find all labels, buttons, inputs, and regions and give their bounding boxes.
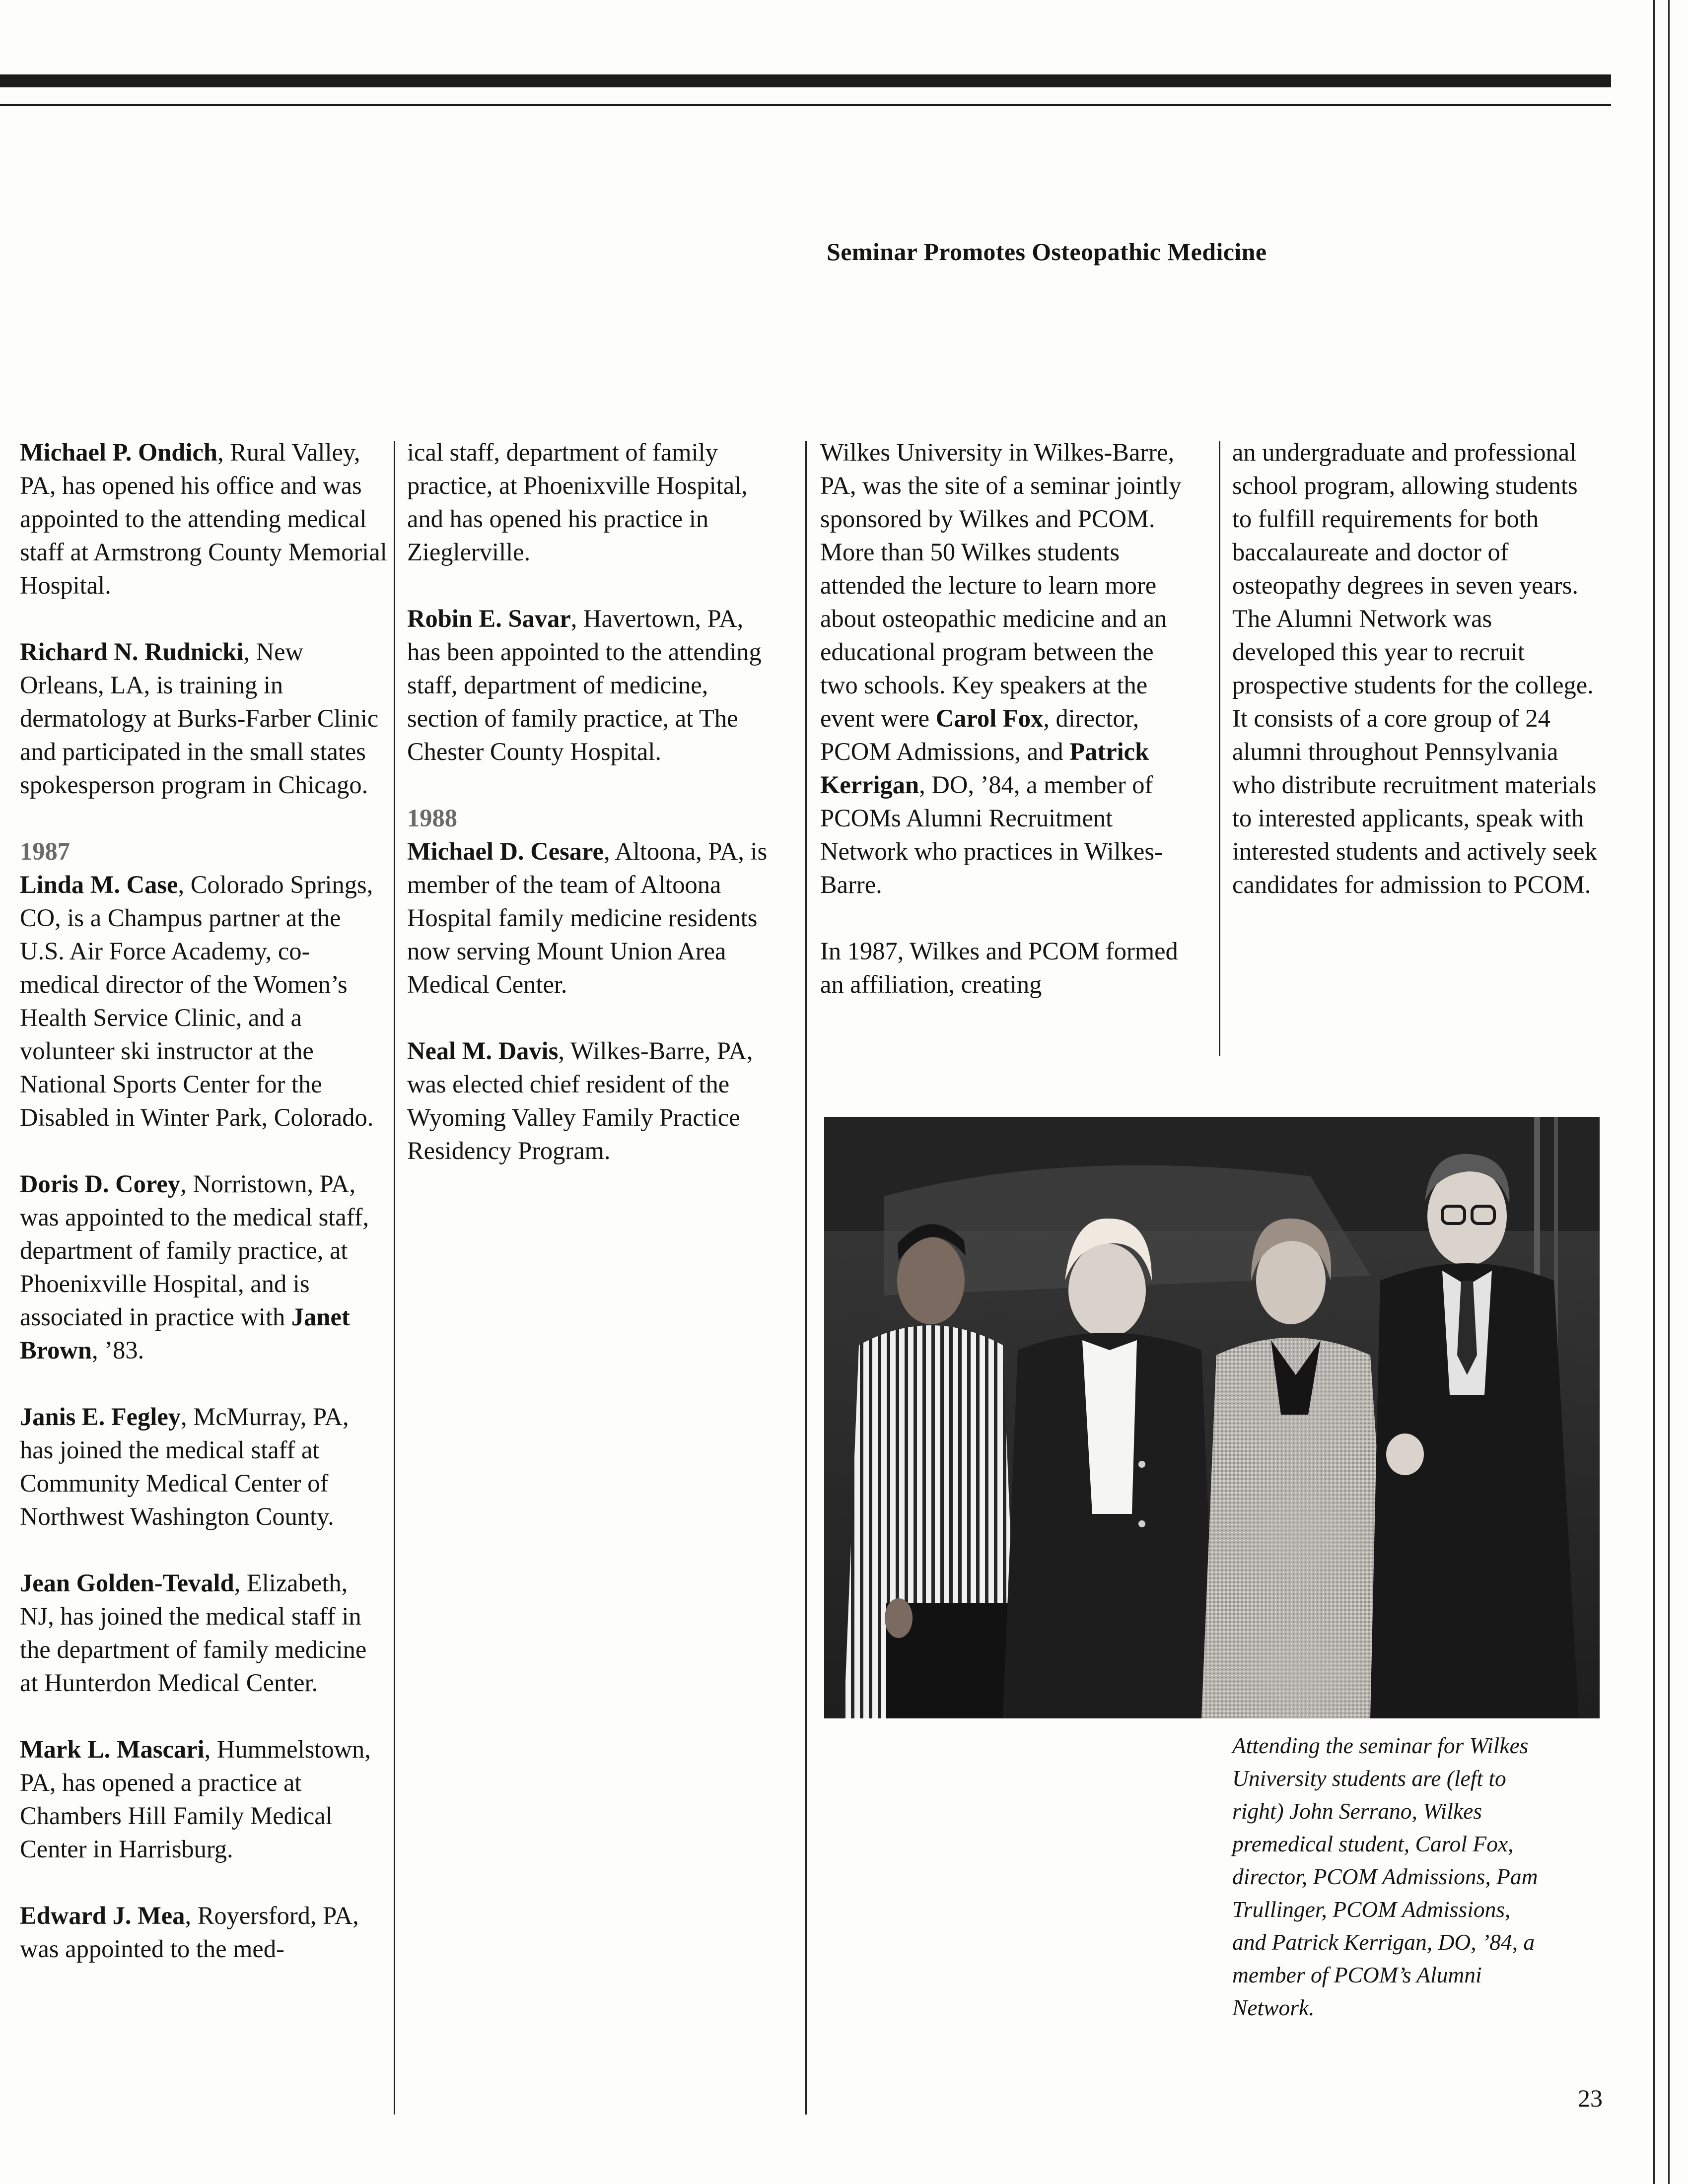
article-paragraph-2: In 1987, Wilkes and PCOM formed an affiliation, creating xyxy=(820,937,1178,998)
column-divider-3 xyxy=(1219,441,1220,1056)
year-heading-1987: 1987 xyxy=(20,837,70,865)
entry-ondich: Michael P. Ondich, Rural Valley, PA, has opened his office and was appointed to the attending medical staff at Armstrong County Memorial Hospital. xyxy=(20,438,387,599)
article-headline: Seminar Promotes Osteopathic Medicine xyxy=(827,238,1267,266)
entry-corey: Doris D. Corey, Norristown, PA, was appointed to the medical staff, department of family practice, at Phoenixville Hospital, and is associated in practice with Janet Brown, ’83. xyxy=(20,1170,369,1364)
entry-mascari: Mark L. Mascari, Hummelstown, PA, has opened a practice at Chambers Hill Family Medical Center in Harrisburg. xyxy=(20,1735,371,1863)
entry-fegley: Janis E. Fegley, McMurray, PA, has joined the medical staff at Community Medical Center of Northwest Washington County. xyxy=(20,1403,349,1530)
page-number: 23 xyxy=(1578,2084,1603,2112)
column-4 xyxy=(1232,436,1600,901)
entry-davis: Neal M. Davis, Wilkes-Barre, PA, was elected chief resident of the Wyoming Valley Family Practice Residency Program. xyxy=(407,1037,753,1164)
entry-rudnicki: Richard N. Rudnicki, New Orleans, LA, is training in dermatology at Burks-Farber Clinic and participated in the small states spokesperson program in Chicago. xyxy=(20,638,379,799)
entry-mea: Edward J. Mea, Royersford, PA, was appointed to the med- xyxy=(20,1902,359,1963)
article-paragraph-3: an undergraduate and professional school program, allowing students to fulfill requirements for both baccalaureate and doctor of osteopathy degrees in seven years. The Alumni Network was developed this year to recruit prospective students for the college. It consists of a core group of 24 alumni throughout Pennsylvania who distribute recruitment materials to interested applicants, speak with interested students and actively seek candidates for admission to PCOM. xyxy=(1232,438,1597,898)
seminar-photo xyxy=(824,1117,1600,1718)
entry-cesare: 1988 Michael D. Cesare, Altoona, PA, is member of the team of Altoona Hospital family medicine residents now serving Mount Union Area Medical Center. xyxy=(407,802,774,1001)
article-paragraph-1: Wilkes University in Wilkes-Barre, PA, was the site of a seminar jointly sponsored by Wilkes and PCOM. More than 50 Wilkes students attended the lecture to learn more about osteopathic medicine and an educational program between the two schools. Key speakers at the event were Carol Fox, director, PCOM Admissions, and Patrick Kerrigan, DO, ’84, a member of PCOMs Alumni Recruitment Network who practices in Wilkes-Barre. xyxy=(820,438,1182,898)
page-edge-line-outer xyxy=(1668,0,1670,2184)
entry-savar: Robin E. Savar, Havertown, PA, has been appointed to the attending staff, department of medicine, section of family practice, at The Chester County Hospital. xyxy=(407,605,762,765)
column-divider-1 xyxy=(394,441,395,2115)
header-rule-thick xyxy=(0,74,1611,87)
year-heading-1988: 1988 xyxy=(407,804,457,832)
column-2 xyxy=(407,436,774,1167)
page-edge-line xyxy=(1653,0,1655,2184)
photo-caption: Attending the seminar for Wilkes University students are (left to right) John Serrano, Wilkes premedical student, Carol Fox, director, PCOM Admissions, Pam Trullinger, PCOM Admissions, and Patrick Kerrigan, DO, ’84, a member of PCOM’s Alumni Network. xyxy=(1232,1733,1538,2020)
entry-case: 1987 Linda M. Case, Colorado Springs, CO, is a Champus partner at the U.S. Air Force Academy, co-medical director of the Women’s Health Service Clinic, and a volunteer ski instructor at the National Sports Center for the Disabled in Winter Park, Colorado. xyxy=(20,835,387,1134)
column-1 xyxy=(20,436,387,1966)
column-divider-2 xyxy=(805,441,807,2115)
entry-mea-continued: ical staff, department of family practice, at Phoenixville Hospital, and has opened his practice in Zieglerville. xyxy=(407,438,748,566)
entry-golden-tevald: Jean Golden-Tevald, Elizabeth, NJ, has joined the medical staff in the department of family medicine at Hunterdon Medical Center. xyxy=(20,1569,367,1697)
header-rule-thin xyxy=(0,104,1611,106)
column-3 xyxy=(820,436,1188,1001)
